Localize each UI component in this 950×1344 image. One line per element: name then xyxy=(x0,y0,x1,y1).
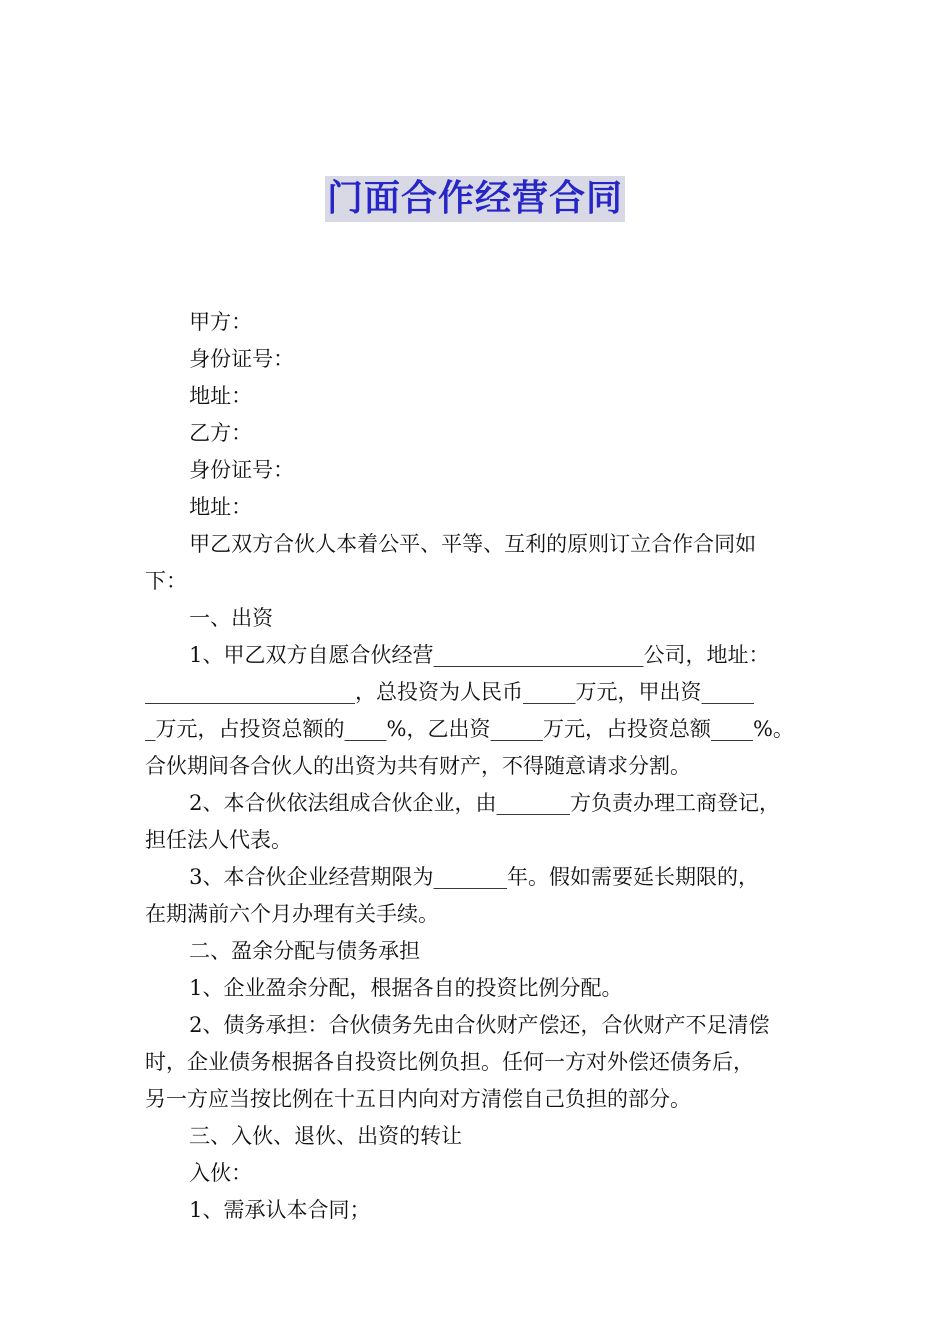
clause-1-1-line-3: _万元，占投资总额的____%，乙出资_____万元，占投资总额____%。 xyxy=(145,717,794,741)
section-3-heading: 三、入伙、退伙、出资的转让 xyxy=(189,1124,463,1148)
preamble-line-2: 下： xyxy=(145,569,187,593)
title-wrap xyxy=(0,176,950,222)
party-b-address-label: 地址： xyxy=(189,495,253,519)
party-a-address-label: 地址： xyxy=(189,384,253,408)
party-a-id-label: 身份证号： xyxy=(189,347,295,371)
party-a-label: 甲方： xyxy=(189,310,253,334)
party-b-label: 乙方： xyxy=(189,421,253,445)
document-title: 门面合作经营合同 xyxy=(325,176,625,222)
clause-1-3-line-1: 3、本合伙企业经营期限为_______年。假如需要延长期限的， xyxy=(189,865,759,889)
clause-2-2-line-2: 时，企业债务根据各自投资比例负担。任何一方对外偿还债务后， xyxy=(145,1050,754,1074)
clause-1-1-line-4: 合伙期间各合伙人的出资为共有财产，不得随意请求分割。 xyxy=(145,754,691,778)
section-2-heading: 二、盈余分配与债务承担 xyxy=(189,939,421,963)
document-body xyxy=(145,304,815,1229)
clause-1-2-line-2: 担任法人代表。 xyxy=(145,828,292,852)
clause-1-2-line-1: 2、本合伙依法组成合伙企业，由_______方负责办理工商登记， xyxy=(189,791,780,815)
admission-clause-1: 1、需承认本合同； xyxy=(189,1198,371,1222)
party-b-id-label: 身份证号： xyxy=(189,458,295,482)
preamble-line-1: 甲乙双方合伙人本着公平、平等、互利的原则订立合作合同如 xyxy=(189,532,757,556)
clause-2-2-line-1: 2、债务承担：合伙债务先由合伙财产偿还，合伙财产不足清偿 xyxy=(189,1013,770,1037)
clause-1-3-line-2: 在期满前六个月办理有关手续。 xyxy=(145,902,439,926)
admission-label: 入伙： xyxy=(189,1161,253,1185)
clause-1-1-line-1: 1、甲乙双方自愿合伙经营____________________公司，地址： xyxy=(189,643,770,667)
clause-2-2-line-3: 另一方应当按比例在十五日内向对方清偿自己负担的部分。 xyxy=(145,1087,691,1111)
section-1-heading: 一、出资 xyxy=(189,606,274,630)
clause-2-1: 1、企业盈余分配，根据各自的投资比例分配。 xyxy=(189,976,623,1000)
clause-1-1-line-2: ____________________，总投资为人民币_____万元，甲出资_____ xyxy=(145,680,754,704)
